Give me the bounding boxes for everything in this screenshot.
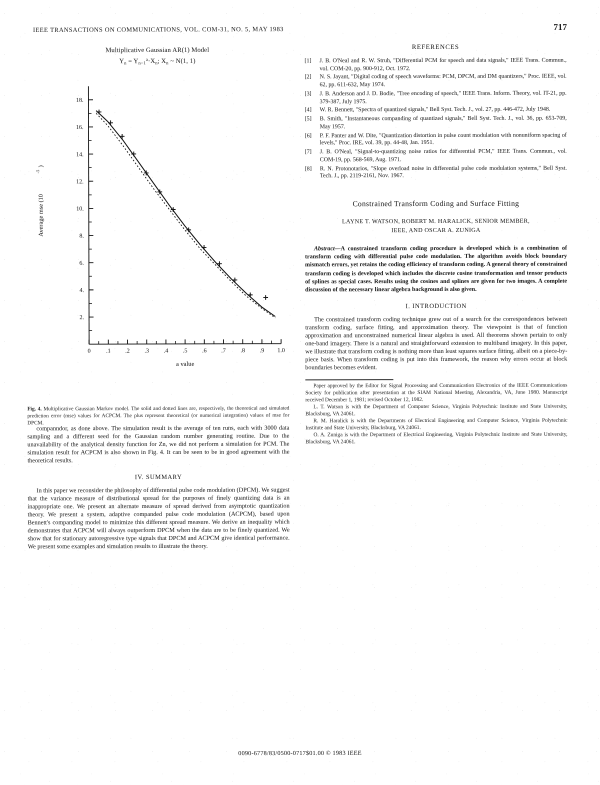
reference-list [305,58,567,182]
reference-text: W. R. Bennett, "Spectra of quantized signals," Bell Syst. Tech. J., vol. 27, pp. 446-472, July 1948. [319,107,551,114]
reference-number: [1] [304,58,312,65]
x-tick-label: .2 [125,348,130,355]
footnote-paragraph: R. M. Haralick is with the Departments of Electrical Engineering and Computer Science, Virginia Polytechnic Institute and State University, Blacksburg, VA 24061. [305,417,568,432]
x-tick-label: .4 [163,348,169,355]
reference-text: N. S. Jayant, "Digital coding of speech waveforms: PCM, DPCM, and DM quantizers," Proc. IEEE, vol. 62, pp. 611-632, May 1974. [319,74,567,89]
footnote-rule [305,379,393,380]
y-tick-label: 16. [76,125,84,132]
reference-text: J. B. Anderson and J. D. Bodie, "Tree encoding of speech," IEEE Trans. Inform. Theory, vol. IT-21, pp. 379-387, July 1975. [319,90,567,105]
reference-text: J. B. O'Neal, "Signal-to-quantizing noise ratios for differential PCM," IEEE Trans. Commun., vol. COM-19, pp. 568-569, Aug. 1971. [319,148,567,164]
footnote-paragraph: O. A. Zuniga is with the Department of Electrical Engineering, Virginia Polytechnic Institute and State University, Blacksburg, VA 24061. [305,431,568,446]
x-tick-label: .9 [259,348,265,355]
abstract-text: A constrained transform coding procedure is developed which is a combination of transform coding with differential pulse code modulation. The algorithm avoids block boundary mismatch errors, yet retains the coding efficiency of transform coding. A general theory of constrained transform coding is developed which includes the discrete cosine transformation and tensor products of splines as special cases. Results using the cosines and splines are given for two images. A complete discussion of the necessary linear algebra background is also given. [305,245,568,294]
y-tick-label: 2. [79,315,85,322]
figure-caption [27,406,289,428]
x-tick-label: .7 [221,348,226,355]
section-heading-summary: IV. SUMMARY [134,473,183,482]
data-point-marker [217,261,222,266]
y-tick-label: 18. [75,97,84,104]
reference-item [305,149,567,165]
y-tick-label: 10. [76,206,84,213]
data-point-marker [263,295,268,300]
reference-item [305,74,567,90]
running-head [32,21,568,35]
page-footer: 0090-6778/83/0500-0717$01.00 © 1983 IEEE [238,749,362,758]
article-title: Constrained Transform Coding and Surface Fitting [352,199,520,209]
reference-item [305,133,567,149]
footnote-paragraph: Paper approved by the Editor for Signal Processing and Communication Electronics of the IEEE Communications Society for publication after presentation at the SIAM National Meeting, Alexandria, VA, June 1980. Manuscript received December 1, 1981; revised October 12, 1982. [305,382,568,404]
figure-4 [26,46,290,427]
reference-number: [6] [304,133,312,140]
authors-line-2: IEEE, AND OSCAR A. ZUNIGA [391,228,481,235]
article-abstract [305,245,567,294]
introduction-paragraph: The constrained transform coding technique grew out of a search for the correspondences between transform coding, surface fitting, and approximation theory. The viewpoint is that of function approximation and unconstrained numerical linear algebra is used. All theorems shown pertain to only one-band imagery. There is a natural and straightforward extension to multiband imagery. In this paper, we illustrate that transform coding is nothing more than least squares surface fitting, albeit on a piece-by-piece basis. When transform coding is put into this framework, the reason why errors occur at block boundaries becomes evident. [305,315,568,372]
figure-title [26,46,288,68]
reference-number: [7] [304,149,312,156]
data-point-marker [120,134,125,139]
figure-title-line2: $Y_n = Y_{n-1}^a\cdot X_n$; $X_n$ ~ N(1, 1) [119,57,196,66]
left-body-paragraph-2: In this paper we reconsider the philosophy of differential pulse code modulation (DPCM). We suggest that the variance measure of distributional spread for the purposes of finely quantizing data is an inappropriate one. We present an alternate measure of spread derived from asymptotic quantization theory. We present a system, adaptive companded pulse code modulation (ACPCM), based upon Bennett's companding model to minimize this different spread measure. We derive an inequality which demonstrates that ACPCM will always outperform DPCM when the data are to be finely quantized. We show that for stationary autoregressive type signals that DPCM and ACPCM give identical performance. We present some examples and simulation results to illustrate the theory. [27,486,290,551]
reference-text: P. F. Panter and W. Dite, "Quantization distortion in pulse count modulation with nonuniform spacing of levels," Proc. IRE, vol. 39, pp. 44-48, Jan. 1951. [319,132,567,147]
y-axis-label-exponent: -5 [35,169,41,174]
references-heading: REFERENCES [411,43,460,52]
reference-number: [3] [304,91,312,98]
y-axis-label-close-paren: ) [37,165,45,168]
figure-plot [26,72,289,391]
reference-number: [8] [304,166,312,173]
right-column [305,44,568,446]
figure-caption-label: Fig. 4. [27,406,42,413]
y-tick-label: 8. [79,233,84,240]
reference-item [305,91,567,107]
reference-number: [4] [304,107,312,114]
x-tick-label: 1.0 [277,348,285,355]
footnote-paragraph: L. T. Watson is with the Department of Computer Science, Virginia Polytechnic Institute and State University, Blacksburg, VA 24061. [305,403,568,418]
data-point-marker [202,245,207,250]
reference-text: R. N. Protonotarios, "Slope overload noise in differential pulse code modulation systems," Bell Syst. Tech. J., pp. 2119-2161, Nov. 1967. [319,165,567,180]
series-line-solid [96,110,275,317]
reference-number: [2] [304,74,312,81]
reference-number: [5] [304,116,312,123]
series-line-dotted [96,113,275,319]
x-tick-label: 0 [87,348,91,355]
y-tick-label: 4. [79,287,84,295]
data-point-marker [108,120,113,125]
left-body-paragraph-1: companndor, as done above. The simulation result is the average of ten runs, each with 3000 data sampling and a different seed for the Gaussian random number generating routine. Due to the unavailability of the analytical density function for Zn, we did not perform a simulation for PCM. The simulation result for ACPCM is also shown in Fig. 4. It can be seen to be in good agreement with the theoretical results. [27,424,290,465]
journal-running-title: IEEE TRANSACTIONS ON COMMUNICATIONS, VOL. COM-31, NO. 5, MAY 1983 [32,26,284,35]
mse-vs-a-plot [26,72,289,391]
article-authors [305,218,567,237]
reference-item [305,58,567,74]
authors-line-1: LAYNE T. WATSON, ROBERT M. HARALICK, SENIOR MEMBER, [342,219,530,226]
x-tick-label: .3 [144,348,150,355]
x-tick-label: .1 [106,348,111,355]
y-axis-label: Average mse (10 [37,194,45,237]
data-point-marker [97,110,102,115]
x-tick-label: .8 [240,348,246,355]
page-number: 717 [553,21,568,33]
y-tick-label: 12. [76,179,84,186]
reference-text: J. B. O'Neal and R. W. Struh, "Differential PCM for speech and data signals," IEEE Trans. Commun., vol. COM-20, pp. 900-912, Oct. 1972. [319,57,567,72]
x-axis-label: a value [176,360,195,368]
left-column [26,44,289,552]
footnote-block [305,383,567,447]
x-tick-label: .5 [182,348,188,355]
y-tick-label: 6. [79,260,84,267]
reference-item [305,165,567,181]
x-tick-label: .6 [202,348,207,355]
figure-caption-text: Multiplicative Gaussian Markov model. The solid and dotted lines are, respectively, the theoretical and simulated prediction error (mse) values for ACPCM. The plus represent theoretical (or numerical integration) values of mse for DPCM. [27,405,290,427]
reference-text: B. Smith, "Instantaneous companding of quantized signals," Bell Syst. Tech. J., vol. 36, pp. 653-709, May 1957. [319,116,567,131]
y-tick-label: 14. [76,152,84,159]
section-heading-introduction: I. INTRODUCTION [405,302,467,310]
data-point-marker [232,278,237,283]
reference-item [305,116,567,132]
reference-item [305,107,567,115]
figure-title-line1: Multiplicative Gaussian AR(1) Model [105,46,210,55]
data-point-marker [248,292,253,297]
abstract-lead: Abstract— [314,246,341,253]
